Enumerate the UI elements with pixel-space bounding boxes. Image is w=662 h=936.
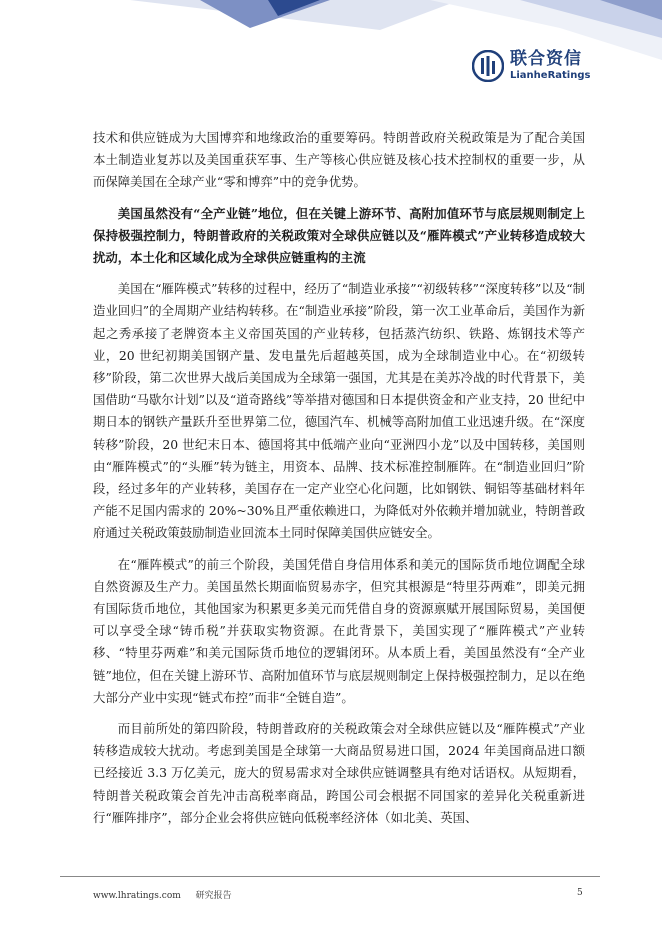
paragraph-flying-geese-stages: 美国在“雁阵模式”转移的过程中，经历了“制造业承接”“初级转移”“深度转移”以及“制造业回归”的全周期产业结构转移。在“制造业承接”阶段，第一次工业革命后，美国作为新起之秀承接了老牌资本主义帝国英国的产业转移，包括蒸汽纺织、铁路、炼钢技术等产业，20 世纪初期美国钢产量、发电量先后超越英国，成为全球制造业中心。在“初级转移”阶段，第二次世界大战后美国成为全球第一强国，尤其是在美苏冷战的时代背景下，美国借助“马歇尔计划”以及“道奇路线”等举措对德国和日本提供资金和产业支持，20 世纪中期日本的钢铁产量跃升至世界第二位，德国汽车、机械等高附加值工业迅速升级。在“深度转移”阶段，20 世纪末日本、德国将其中低端产业向“亚洲四小龙”以及中国转移，美国则由“雁阵模式”的“头雁”转为链主，用资本、品牌、技术标准控制雁阵。在“制造业回归”阶段，经过多年的产业转移，美国存在一定产业空心化问题，比如钢铁、铜铝等基础材料年产能不足国内需求的 20%~30%且严重依赖进口，为降低对外依赖并增加就业，特朗普政府通过关税政策鼓励制造业回流本土同时保障美国供应链安全。 [93, 281, 585, 541]
company-logo [472, 50, 590, 82]
lianhe-logo-icon [472, 50, 504, 82]
paragraph-triffin-dilemma: 在“雁阵模式”的前三个阶段，美国凭借自身信用体系和美元的国际货币地位调配全球自然资源及生产力。美国虽然长期面临贸易赤字，但究其根源是“特里芬两难”，即美元拥有国际货币地位，其他国家为积累更多美元而凭借自身的资源禀赋开展国际贸易，美国便可以享受全球“铸币税”并获取实物资源。在此背景下，美国实现了“雁阵模式”产业转移、“特里芬两难”和美元国际货币地位的逻辑闭环。从本质上看，美国虽然没有“全产业链”地位，但在关键上游环节、高附加值环节与底层规则制定上保持极强控制力，足以在绝大部分产业中实现“链式布控”而非“全链自造”。 [93, 556, 585, 705]
page-number: 5 [577, 888, 583, 898]
paragraph-fourth-stage: 而目前所处的第四阶段，特朗普政府的关税政策会对全球供应链以及“雁阵模式”产业转移造成较大扰动。考虑到美国是全球第一大商品贸易进口国，2024 年美国商品进口额已经接近 3.3 万亿美元，庞大的贸易需求对全球供应链调整具有绝对话语权。从短期看，特朗普关税政策会首先冲击高税率商品，跨国公司会根据不同国家的差异化关税重新进行“雁阵排序”，部分企业会将供应链向低税率经济体（如北美、英国、 [93, 721, 585, 825]
footer-divider [60, 876, 600, 877]
article-body [93, 127, 585, 829]
section-heading: 美国虽然没有“全产业链”地位，但在关键上游环节、高附加值环节与底层规则制定上保持极强控制力，特朗普政府的关税政策对全球供应链以及“雁阵模式”产业转移造成较大扰动，本土化和区域化成为全球供应链重构的主流 [93, 205, 585, 266]
footer-website-link[interactable]: www.lhratings.com [93, 891, 181, 901]
paragraph-intro-continued: 技术和供应链成为大国博弈和地缘政治的重要筹码。特朗普政府关税政策是为了配合美国本土制造业复苏以及美国重获军事、生产等核心供应链及核心技术控制权的重要一步，从而保障美国在全球产业“零和博弈”中的竞争优势。 [93, 130, 585, 190]
logo-english-name: LianheRatings [510, 70, 591, 81]
footer-report-type: 研究报告 [195, 891, 232, 901]
footer-left [93, 888, 232, 901]
logo-chinese-name: 联合资信 [510, 49, 582, 69]
